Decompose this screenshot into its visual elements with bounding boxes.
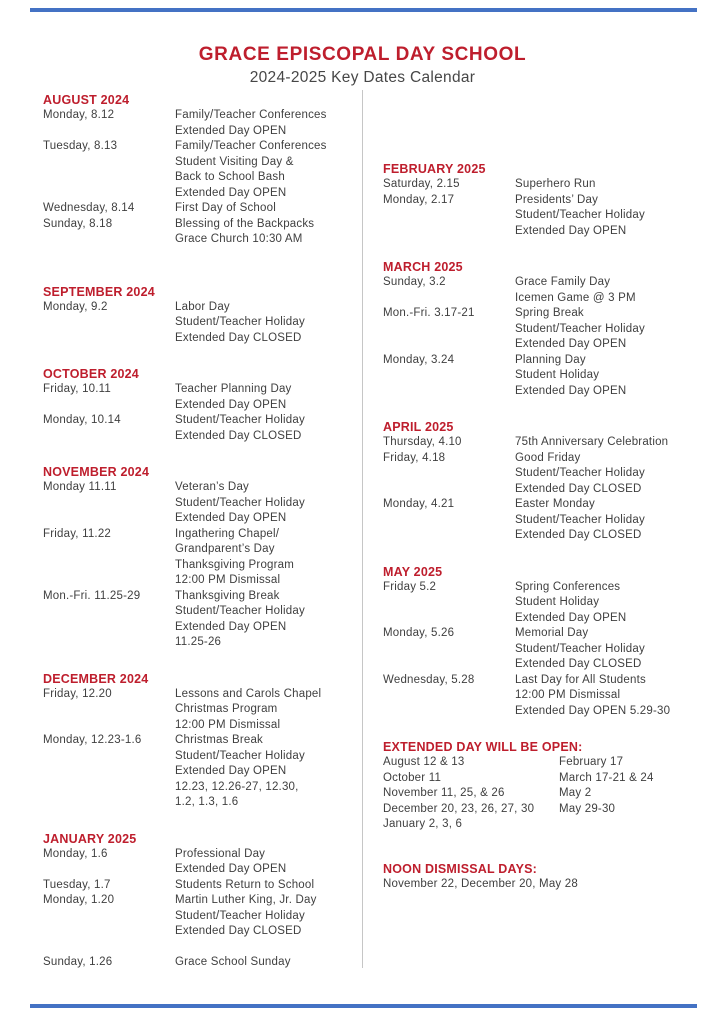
- event-description-line: 11.25-26: [175, 636, 222, 648]
- event-date: Monday, 1.6: [43, 847, 108, 860]
- month-heading: OCTOBER 2024: [43, 367, 139, 381]
- extended-day-item: May 2: [559, 787, 592, 799]
- event-description-line: Extended Day OPEN: [175, 620, 287, 633]
- event-description-line: Christmas Break: [175, 734, 263, 746]
- event-description-line: Teacher Planning Day: [175, 383, 292, 395]
- event-description-line: Easter Monday: [515, 498, 595, 510]
- event-description-line: Good Friday: [515, 451, 581, 464]
- month-section: [43, 92, 359, 248]
- event-description-line: Student/Teacher Holiday: [175, 749, 305, 762]
- event-description: [175, 955, 359, 971]
- event-description-line: Lessons and Carols Chapel: [175, 687, 322, 700]
- event-date: Thursday, 4.10: [383, 436, 462, 448]
- event-description: [175, 108, 359, 139]
- event-description-line: Extended Day OPEN: [175, 765, 287, 777]
- event-description-line: First Day of School: [175, 202, 276, 214]
- event-row: [43, 139, 359, 201]
- event-date: Friday, 12.20: [43, 687, 112, 700]
- month-heading: APRIL 2025: [383, 420, 454, 434]
- event-description-line: Extended Day CLOSED: [515, 482, 642, 495]
- event-description-line: Grace Church 10:30 AM: [175, 233, 303, 245]
- event-row: [43, 108, 359, 139]
- month-heading: SEPTEMBER 2024: [43, 284, 155, 299]
- event-description-line: Memorial Day: [515, 627, 589, 639]
- page-subtitle: 2024-2025 Key Dates Calendar: [249, 69, 476, 86]
- event-description: [175, 139, 359, 201]
- month-heading: MARCH 2025: [383, 260, 463, 274]
- event-description-line: Student/Teacher Holiday: [515, 513, 645, 526]
- event-date: Monday, 1.20: [43, 894, 115, 906]
- event-description: [175, 893, 359, 940]
- event-description-line: Students Return to School: [175, 878, 315, 891]
- event-date: Saturday, 2.15: [383, 178, 460, 190]
- event-row: [383, 306, 721, 353]
- event-description-line: Extended Day CLOSED: [175, 429, 302, 442]
- event-description-line: Family/Teacher Conferences: [175, 109, 327, 121]
- extended-day-column-1: [383, 755, 559, 833]
- event-description-line: Thanksgiving Break: [175, 589, 280, 602]
- event-description-line: 75th Anniversary Celebration: [515, 436, 669, 448]
- event-date: Monday, 12.23-1.6: [43, 734, 142, 746]
- event-description-line: Presidents’ Day: [515, 193, 599, 206]
- event-date: Sunday, 1.26: [43, 956, 113, 968]
- event-description: [515, 193, 721, 240]
- event-row: [383, 193, 721, 240]
- month-section: [383, 419, 721, 544]
- extended-day-heading: EXTENDED DAY WILL BE OPEN:: [383, 740, 583, 754]
- event-description-line: Ingathering Chapel/: [175, 527, 280, 540]
- event-row: [383, 626, 721, 673]
- event-description-line: Back to School Bash: [175, 171, 285, 183]
- extended-day-columns: [383, 755, 721, 833]
- event-description-line: Student Holiday: [515, 369, 600, 381]
- noon-dismissal-section: [383, 861, 721, 893]
- event-description-line: Extended Day OPEN: [175, 186, 287, 199]
- event-description-line: Extended Day OPEN: [515, 224, 627, 237]
- event-description: [175, 589, 359, 651]
- event-description-line: Student/Teacher Holiday: [515, 467, 645, 479]
- event-description: [515, 275, 721, 306]
- event-description-line: 1.2, 1.3, 1.6: [175, 796, 239, 808]
- month-heading: NOVEMBER 2024: [43, 465, 150, 479]
- event-row: [43, 955, 359, 971]
- event-date: Monday, 4.21: [383, 498, 455, 510]
- event-description-line: Student/Teacher Holiday: [515, 209, 645, 221]
- extended-day-item: February 17: [559, 756, 624, 768]
- noon-dismissal-heading: NOON DISMISSAL DAYS:: [383, 861, 538, 876]
- event-description-line: Spring Conferences: [515, 580, 621, 593]
- event-description-line: 12:00 PM Dismissal: [175, 574, 281, 586]
- extended-day-item: October 11: [383, 771, 442, 784]
- event-row: [43, 201, 359, 217]
- event-row: [43, 300, 359, 347]
- event-row: [383, 435, 721, 451]
- event-row: [383, 177, 721, 193]
- event-description: [515, 673, 721, 720]
- event-row: [383, 580, 721, 627]
- event-date: Sunday, 8.18: [43, 217, 113, 230]
- event-row: [43, 413, 359, 444]
- event-date: Monday, 5.26: [383, 627, 455, 639]
- event-date: Friday, 10.11: [43, 383, 112, 395]
- event-description-line: Grace Family Day: [515, 276, 611, 288]
- event-description-line: Last Day for All Students: [515, 673, 646, 686]
- event-description-line: Grace School Sunday: [175, 956, 291, 968]
- event-description-line: Extended Day OPEN: [175, 863, 287, 875]
- event-date: Friday 5.2: [383, 580, 437, 593]
- event-description-line: Extended Day OPEN: [515, 338, 627, 350]
- event-row: [383, 673, 721, 720]
- event-description-line: Christmas Program: [175, 703, 278, 715]
- event-date: Wednesday, 5.28: [383, 673, 475, 686]
- event-row: [43, 217, 359, 248]
- extended-day-section: [383, 739, 721, 833]
- bottom-border-bar: [30, 1004, 697, 1008]
- event-date: Monday, 2.17: [383, 193, 455, 206]
- event-description: [175, 480, 359, 527]
- event-row: [383, 275, 721, 306]
- event-description-line: Family/Teacher Conferences: [175, 140, 327, 152]
- event-description: [515, 497, 721, 544]
- event-description-line: Student/Teacher Holiday: [515, 642, 645, 655]
- event-date: Monday, 3.24: [383, 353, 455, 366]
- extended-day-item: May 29-30: [559, 802, 616, 815]
- event-description-line: Extended Day OPEN: [175, 512, 287, 524]
- page-title: GRACE EPISCOPAL DAY SCHOOL: [198, 44, 527, 65]
- event-date: Monday, 9.2: [43, 300, 108, 313]
- event-description-line: Extended Day CLOSED: [175, 925, 302, 937]
- top-border-bar: [30, 8, 697, 12]
- event-description: [175, 733, 359, 811]
- month-section: [383, 564, 721, 720]
- month-section: [43, 671, 359, 811]
- event-row: [383, 497, 721, 544]
- event-description-line: 12:00 PM Dismissal: [515, 689, 621, 701]
- event-description-line: Student/Teacher Holiday: [175, 316, 305, 328]
- event-description: [515, 580, 721, 627]
- month-section: [43, 284, 359, 347]
- event-description-line: Planning Day: [515, 353, 586, 366]
- month-section: [43, 831, 359, 971]
- event-description: [175, 413, 359, 444]
- event-description-line: Extended Day OPEN: [175, 398, 287, 411]
- month-section: [43, 366, 359, 444]
- event-description-line: 12.23, 12.26-27, 12.30,: [175, 780, 299, 793]
- event-date: Mon.-Fri. 3.17-21: [383, 307, 475, 319]
- extended-day-item: November 11, 25, & 26: [383, 787, 505, 799]
- event-description-line: Extended Day OPEN 5.29-30: [515, 704, 671, 717]
- extended-day-column-2: [559, 755, 721, 833]
- left-column: [43, 92, 359, 991]
- event-description: [515, 626, 721, 673]
- event-description: [175, 382, 359, 413]
- event-description: [175, 687, 359, 734]
- event-description-line: Student/Teacher Holiday: [175, 909, 305, 922]
- event-description-line: Grandparent’s Day: [175, 543, 275, 555]
- event-description: [175, 878, 359, 894]
- event-description: [515, 306, 721, 353]
- month-heading: AUGUST 2024: [43, 93, 130, 107]
- event-row: [43, 847, 359, 878]
- event-description-line: Veteran’s Day: [175, 481, 249, 493]
- event-description-line: Extended Day CLOSED: [175, 331, 302, 344]
- event-date: Friday, 4.18: [383, 451, 446, 464]
- event-row: [43, 878, 359, 894]
- event-description: [175, 217, 359, 248]
- noon-dismissal-days: November 22, December 20, May 28: [383, 877, 578, 890]
- month-heading: MAY 2025: [383, 564, 443, 579]
- event-row: [43, 687, 359, 734]
- event-description-line: Blessing of the Backpacks: [175, 217, 315, 230]
- event-date: Monday, 10.14: [43, 414, 121, 426]
- event-date: Tuesday, 1.7: [43, 878, 111, 891]
- month-heading: JANUARY 2025: [43, 831, 137, 846]
- event-date: Sunday, 3.2: [383, 276, 446, 288]
- event-description-line: Extended Day OPEN: [515, 384, 627, 397]
- event-description-line: Extended Day CLOSED: [515, 658, 642, 670]
- event-description-line: Student/Teacher Holiday: [175, 414, 305, 426]
- event-row: [43, 382, 359, 413]
- event-date: Mon.-Fri. 11.25-29: [43, 589, 141, 602]
- event-description: [515, 177, 721, 193]
- event-row: [383, 353, 721, 400]
- event-date: Monday, 8.12: [43, 109, 115, 121]
- event-description-line: Student/Teacher Holiday: [175, 496, 305, 509]
- event-description-line: Superhero Run: [515, 178, 596, 190]
- event-row: [43, 733, 359, 811]
- event-description-line: Spring Break: [515, 307, 584, 319]
- event-description-line: Thanksgiving Program: [175, 558, 295, 571]
- event-description-line: Extended Day OPEN: [515, 611, 627, 624]
- event-description: [175, 201, 359, 217]
- event-description-line: Professional Day: [175, 847, 266, 860]
- event-date: Tuesday, 8.13: [43, 140, 118, 152]
- month-section: [43, 464, 359, 651]
- event-row: [43, 589, 359, 651]
- event-description: [515, 353, 721, 400]
- event-description: [175, 527, 359, 589]
- event-row: [43, 480, 359, 527]
- event-description-line: Icemen Game @ 3 PM: [515, 291, 636, 304]
- month-heading: FEBRUARY 2025: [383, 162, 486, 176]
- event-description-line: Extended Day CLOSED: [515, 529, 642, 541]
- event-description: [175, 300, 359, 347]
- month-heading: DECEMBER 2024: [43, 671, 149, 686]
- extended-day-item: March 17-21 & 24: [559, 771, 654, 784]
- event-description-line: Student Visiting Day &: [175, 155, 294, 168]
- event-description-line: Martin Luther King, Jr. Day: [175, 894, 317, 906]
- event-description: [515, 451, 721, 498]
- event-row: [43, 527, 359, 589]
- event-description-line: Student Holiday: [515, 596, 600, 608]
- event-date: Friday, 11.22: [43, 527, 112, 540]
- month-section: [383, 161, 721, 239]
- right-column: [383, 161, 721, 920]
- extended-day-item: January 2, 3, 6: [383, 818, 463, 830]
- event-description-line: Student/Teacher Holiday: [515, 322, 645, 335]
- event-description: [515, 435, 721, 451]
- event-date: Monday 11.11: [43, 481, 117, 493]
- event-description-line: Labor Day: [175, 300, 230, 313]
- column-divider: [362, 90, 363, 968]
- event-description-line: 12:00 PM Dismissal: [175, 718, 281, 731]
- event-description: [175, 847, 359, 878]
- month-section: [383, 259, 721, 399]
- event-date: Wednesday, 8.14: [43, 202, 135, 214]
- event-description-line: Student/Teacher Holiday: [175, 605, 305, 617]
- extended-day-item: December 20, 23, 26, 27, 30: [383, 802, 535, 815]
- extended-day-item: August 12 & 13: [383, 756, 465, 768]
- event-row: [43, 893, 359, 940]
- event-row: [383, 451, 721, 498]
- event-description-line: Extended Day OPEN: [175, 124, 287, 137]
